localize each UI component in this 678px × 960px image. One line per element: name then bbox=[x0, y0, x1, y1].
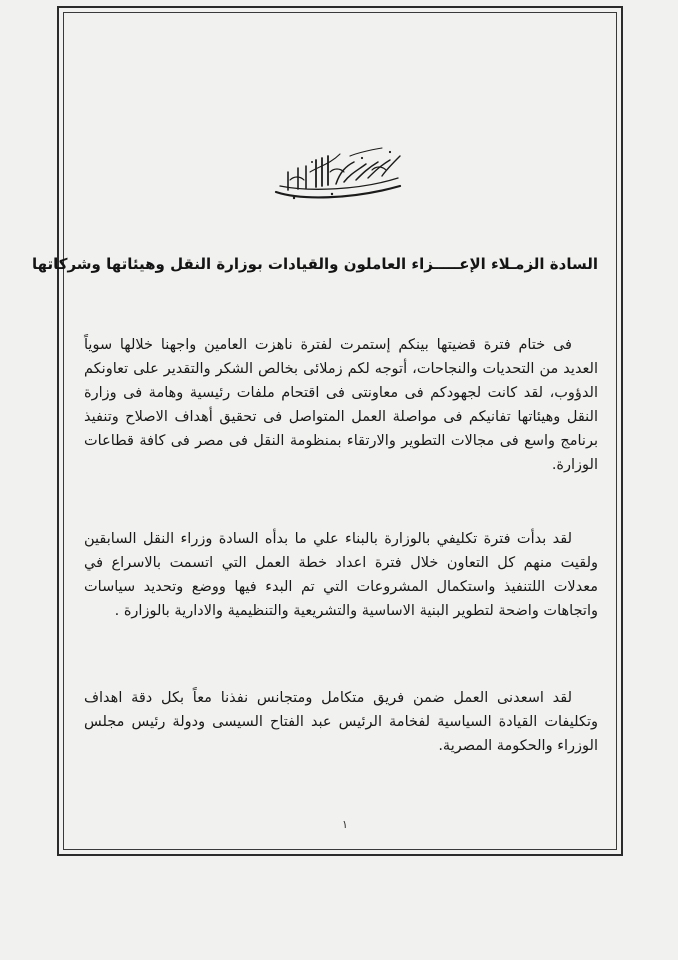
paragraph-3 bbox=[84, 686, 598, 758]
paragraph-2-text: لقد بدأت فترة تكليفي بالوزارة بالبناء علي ما بدأه السادة وزراء النقل السابقين ولقيت منهم كل التعاون خلال فترة اعداد خطة العمل التي اتسمت بالاسراع في معدلات اللتنفيذ واستكمال المشروعات التي تم البدء فيها ووضع وتحديد سياسات واتجاهات واضحة لتطوير البنية الاساسية والتشريعية والتنظيمية والادارية بالوزارة . bbox=[84, 531, 598, 619]
paragraph-3-text: لقد اسعدنى العمل ضمن فريق متكامل ومتجانس نفذنا معاً بكل دقة اهداف وتكليفات القيادة السياسية لفخامة الرئيس عبد الفتاح السيسى ودولة رئيس مجلس الوزراء والحكومة المصرية. bbox=[84, 690, 598, 754]
letter-salutation-heading: السادة الزمـلاء الإعـــــزاء العاملون والقيادات بوزارة النقل وهيئاتها وشركاتها bbox=[31, 255, 598, 273]
paragraph-2 bbox=[84, 527, 598, 623]
paragraph-1-text: فى ختام فترة قضيتها بينكم إستمرت لفترة ناهزت العامين واجهنا خلالها سوياً العديد من التحديات والنجاحات، أتوجه لكم زملائى بخالص الشكر والتقدير على تعاونكم الدؤوب، لقد كانت لجهودكم فى معاونتى فى اقتحام ملفات رئيسية وهامة فى وزارة النقل وهيئاتها تفانيكم فى مواصلة العمل المتواصل فى تحقيق أهداف الاصلاح وتنفيذ برنامج واسع فى مجالات التطوير والارتقاء بمنظومة النقل فى مصر فى كافة قطاعات الوزارة. bbox=[84, 337, 598, 473]
paragraph-1 bbox=[84, 333, 598, 477]
page-number: ١ bbox=[342, 818, 348, 831]
basmala-calligraphy bbox=[270, 142, 410, 206]
